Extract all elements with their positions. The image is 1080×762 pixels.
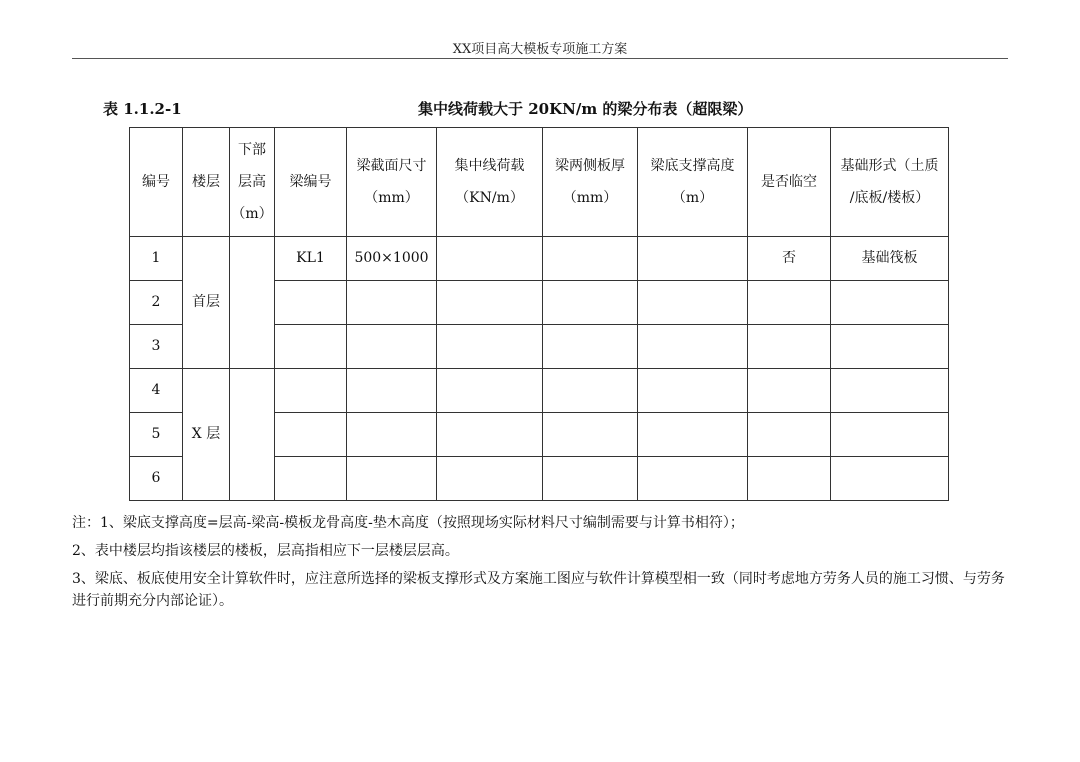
- cell-load: [437, 325, 543, 369]
- column-header-4: [275, 128, 347, 237]
- cell-beam-id: KL1: [275, 237, 347, 281]
- column-header-line: （mm）: [562, 190, 618, 206]
- column-header-line: 梁底支撑高度: [650, 157, 735, 174]
- note-2: 2、表中楼层均指该楼层的楼板，层高指相应下一层楼层层高。: [72, 543, 459, 559]
- cell-foundation: [831, 369, 949, 413]
- column-header-line: 楼层: [192, 173, 220, 190]
- cell-overhang: [748, 457, 831, 501]
- cell-overhang: [748, 413, 831, 457]
- column-header-line: 梁两侧板厚: [555, 157, 625, 174]
- cell-support-h: [638, 369, 748, 413]
- column-header-line: 是否临空: [761, 173, 817, 190]
- cell-support-h: [638, 413, 748, 457]
- column-header-line: /底板/楼板）: [849, 190, 930, 206]
- page-header: XX项目高大模板专项施工方案: [452, 42, 628, 57]
- cell-support-h: [638, 281, 748, 325]
- row-number: 6: [130, 457, 183, 501]
- lower-height-cell: [230, 237, 275, 369]
- cell-overhang: 否: [748, 237, 831, 281]
- cell-section: 500×1000: [347, 237, 437, 281]
- header-divider: [72, 58, 1008, 59]
- row-number: 2: [130, 281, 183, 325]
- column-header-5: [347, 128, 437, 237]
- column-header-line: 基础形式（土质: [840, 157, 939, 174]
- column-header-9: [748, 128, 831, 237]
- cell-section: [347, 325, 437, 369]
- note-1: 注：1、梁底支撑高度=层高-梁高-模板龙骨高度-垫木高度（按照现场实际材料尺寸编制需要与计算书相符）；: [72, 515, 744, 531]
- column-header-line: 集中线荷载: [454, 157, 525, 174]
- cell-foundation: [831, 325, 949, 369]
- table-row: [130, 369, 949, 413]
- column-header-3: [230, 128, 275, 237]
- cell-slab: [543, 325, 638, 369]
- cell-overhang: [748, 369, 831, 413]
- cell-foundation: [831, 413, 949, 457]
- cell-support-h: [638, 457, 748, 501]
- column-header-2: [183, 128, 230, 237]
- column-header-line: （KN/m）: [455, 190, 524, 206]
- column-header-1: [130, 128, 183, 237]
- cell-load: [437, 413, 543, 457]
- beam-distribution-table: [129, 127, 949, 501]
- table-title: 集中线荷载大于 20KN/m 的梁分布表（超限梁）: [418, 100, 753, 118]
- row-number: 5: [130, 413, 183, 457]
- cell-slab: [543, 369, 638, 413]
- cell-section: [347, 281, 437, 325]
- cell-support-h: [638, 325, 748, 369]
- cell-section: [347, 457, 437, 501]
- cell-beam-id: [275, 413, 347, 457]
- cell-beam-id: [275, 369, 347, 413]
- floor-cell: 首层: [183, 237, 230, 369]
- row-number: 3: [130, 325, 183, 369]
- column-header-6: [437, 128, 543, 237]
- cell-slab: [543, 281, 638, 325]
- column-header-10: [831, 128, 949, 237]
- cell-foundation: 基础筏板: [831, 237, 949, 281]
- cell-foundation: [831, 281, 949, 325]
- row-number: 4: [130, 369, 183, 413]
- cell-load: [437, 457, 543, 501]
- column-header-line: 层高: [238, 173, 266, 190]
- cell-foundation: [831, 457, 949, 501]
- cell-load: [437, 281, 543, 325]
- column-header-line: （mm）: [364, 190, 419, 206]
- cell-beam-id: [275, 325, 347, 369]
- column-header-line: 梁截面尺寸: [356, 157, 427, 174]
- cell-slab: [543, 237, 638, 281]
- cell-section: [347, 413, 437, 457]
- cell-slab: [543, 457, 638, 501]
- column-header-line: 编号: [142, 173, 170, 190]
- row-number: 1: [130, 237, 183, 281]
- cell-beam-id: [275, 281, 347, 325]
- column-header-line: 下部: [238, 141, 266, 158]
- column-header-line: （m）: [671, 190, 714, 206]
- lower-height-cell: [230, 369, 275, 501]
- cell-section: [347, 369, 437, 413]
- table-number: 表 1.1.2-1: [103, 100, 182, 118]
- column-header-8: [638, 128, 748, 237]
- column-header-line: （m）: [231, 206, 273, 223]
- cell-overhang: [748, 325, 831, 369]
- cell-load: [437, 369, 543, 413]
- cell-slab: [543, 413, 638, 457]
- cell-load: [437, 237, 543, 281]
- notes: [72, 512, 1012, 618]
- note-3: 3、梁底、板底使用安全计算软件时，应注意所选择的梁板支撑形式及方案施工图应与软件计算模型相一致（同时考虑地方劳务人员的施工习惯、与劳务进行前期充分内部论证）。: [72, 571, 1005, 609]
- column-header-7: [543, 128, 638, 237]
- table-header-row: [130, 128, 949, 237]
- column-header-line: 梁编号: [289, 173, 332, 190]
- table-row: [130, 237, 949, 281]
- cell-overhang: [748, 281, 831, 325]
- cell-support-h: [638, 237, 748, 281]
- floor-cell: X 层: [183, 369, 230, 501]
- cell-beam-id: [275, 457, 347, 501]
